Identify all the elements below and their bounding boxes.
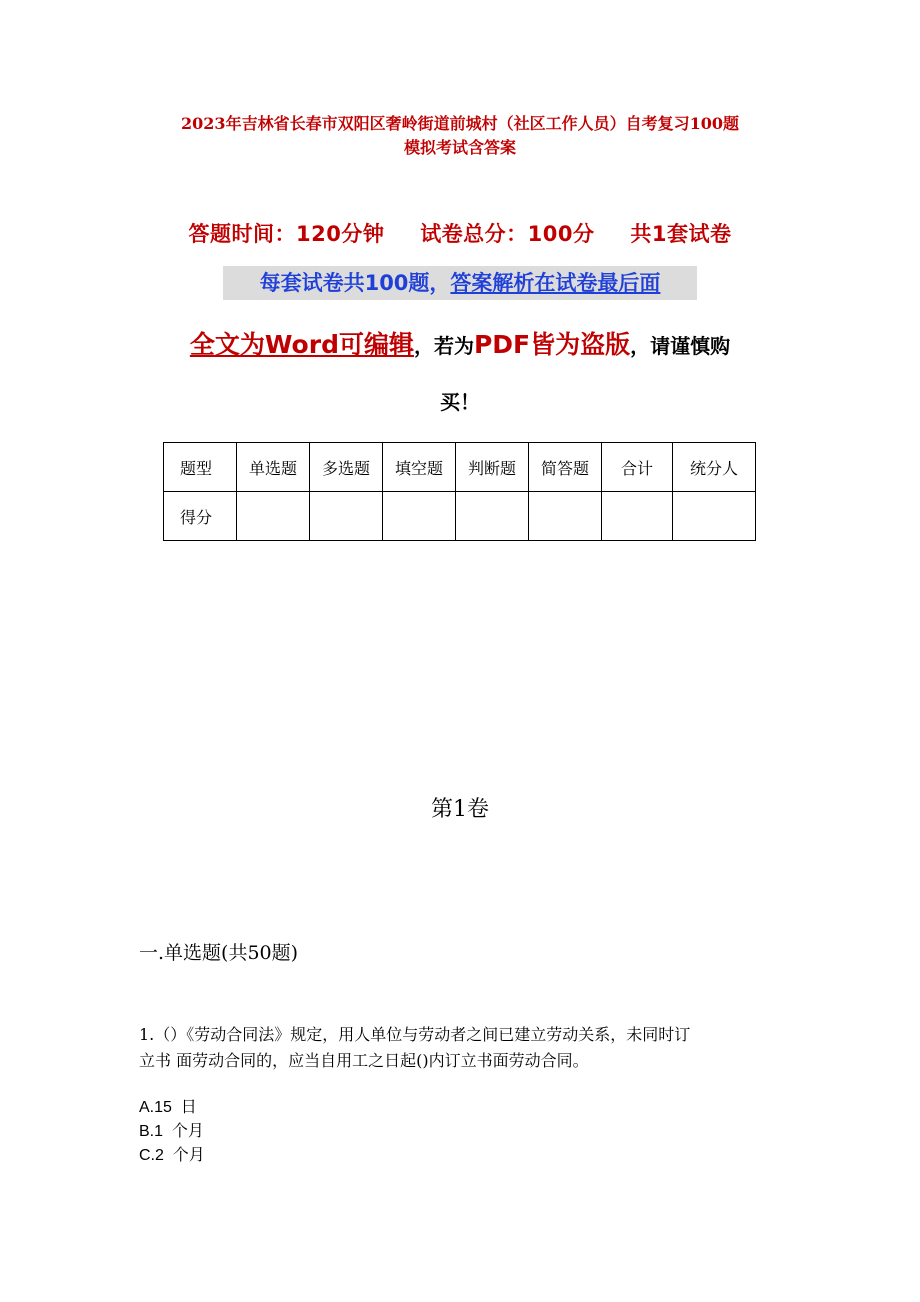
- score-cell: [237, 492, 310, 541]
- score-cell: [456, 492, 529, 541]
- option-b: B.1 个月: [139, 1123, 204, 1140]
- question-1-line1: 1.（）《劳动合同法》规定，用人单位与劳动者之间已建立劳动关系，未同时订: [139, 1025, 691, 1044]
- header-cell: 单选题: [237, 443, 310, 492]
- copyright-notice: [0, 326, 920, 365]
- score-table-header-row: [164, 443, 756, 492]
- score-cell: [529, 492, 602, 541]
- score-table: [163, 442, 756, 541]
- score-cell: [383, 492, 456, 541]
- question-1-line2: 立书 面劳动合同的，应当自用工之日起()内订立书面劳动合同。: [139, 1051, 589, 1070]
- notice-connector: ，若为: [413, 334, 474, 358]
- exam-set-count: 共1套试卷: [630, 222, 732, 246]
- banner-question-count: 每套试卷共100题，: [259, 271, 451, 295]
- row-label-cell: 得分: [164, 492, 237, 541]
- document-title-line2: 模拟考试含答案: [403, 138, 516, 157]
- notice-pdf-warning: PDF皆为盗版: [473, 330, 631, 359]
- notice-line2: 买！: [440, 390, 480, 414]
- info-banner: [223, 266, 697, 300]
- volume-title: 第1卷: [431, 797, 489, 822]
- exam-total-score: 试卷总分：100分: [420, 222, 595, 246]
- header-cell: 统分人: [673, 443, 756, 492]
- score-cell: [602, 492, 673, 541]
- option-a: A.15 日: [139, 1099, 197, 1116]
- exam-meta: [0, 218, 920, 248]
- question-1-options: [139, 1096, 205, 1168]
- section-title: 一.单选题(共50题): [139, 942, 299, 964]
- header-cell: 合计: [602, 443, 673, 492]
- header-cell: 判断题: [456, 443, 529, 492]
- header-cell: 多选题: [310, 443, 383, 492]
- exam-time: 答题时间：120分钟: [188, 222, 385, 246]
- header-cell: 填空题: [383, 443, 456, 492]
- option-c: C.2 个月: [139, 1147, 205, 1164]
- document-title-line1: 2023年吉林省长春市双阳区奢岭街道前城村（社区工作人员）自考复习100题: [181, 114, 739, 133]
- header-cell: 简答题: [529, 443, 602, 492]
- score-cell: [310, 492, 383, 541]
- question-1: [139, 1022, 789, 1074]
- notice-caution: ，请谨慎购: [630, 334, 731, 358]
- score-table-score-row: [164, 492, 756, 541]
- notice-word-editable: 全文为Word可编辑: [189, 330, 414, 359]
- header-cell: 题型: [164, 443, 237, 492]
- score-cell: [673, 492, 756, 541]
- banner-answer-note: 答案解析在试卷最后面: [450, 271, 661, 295]
